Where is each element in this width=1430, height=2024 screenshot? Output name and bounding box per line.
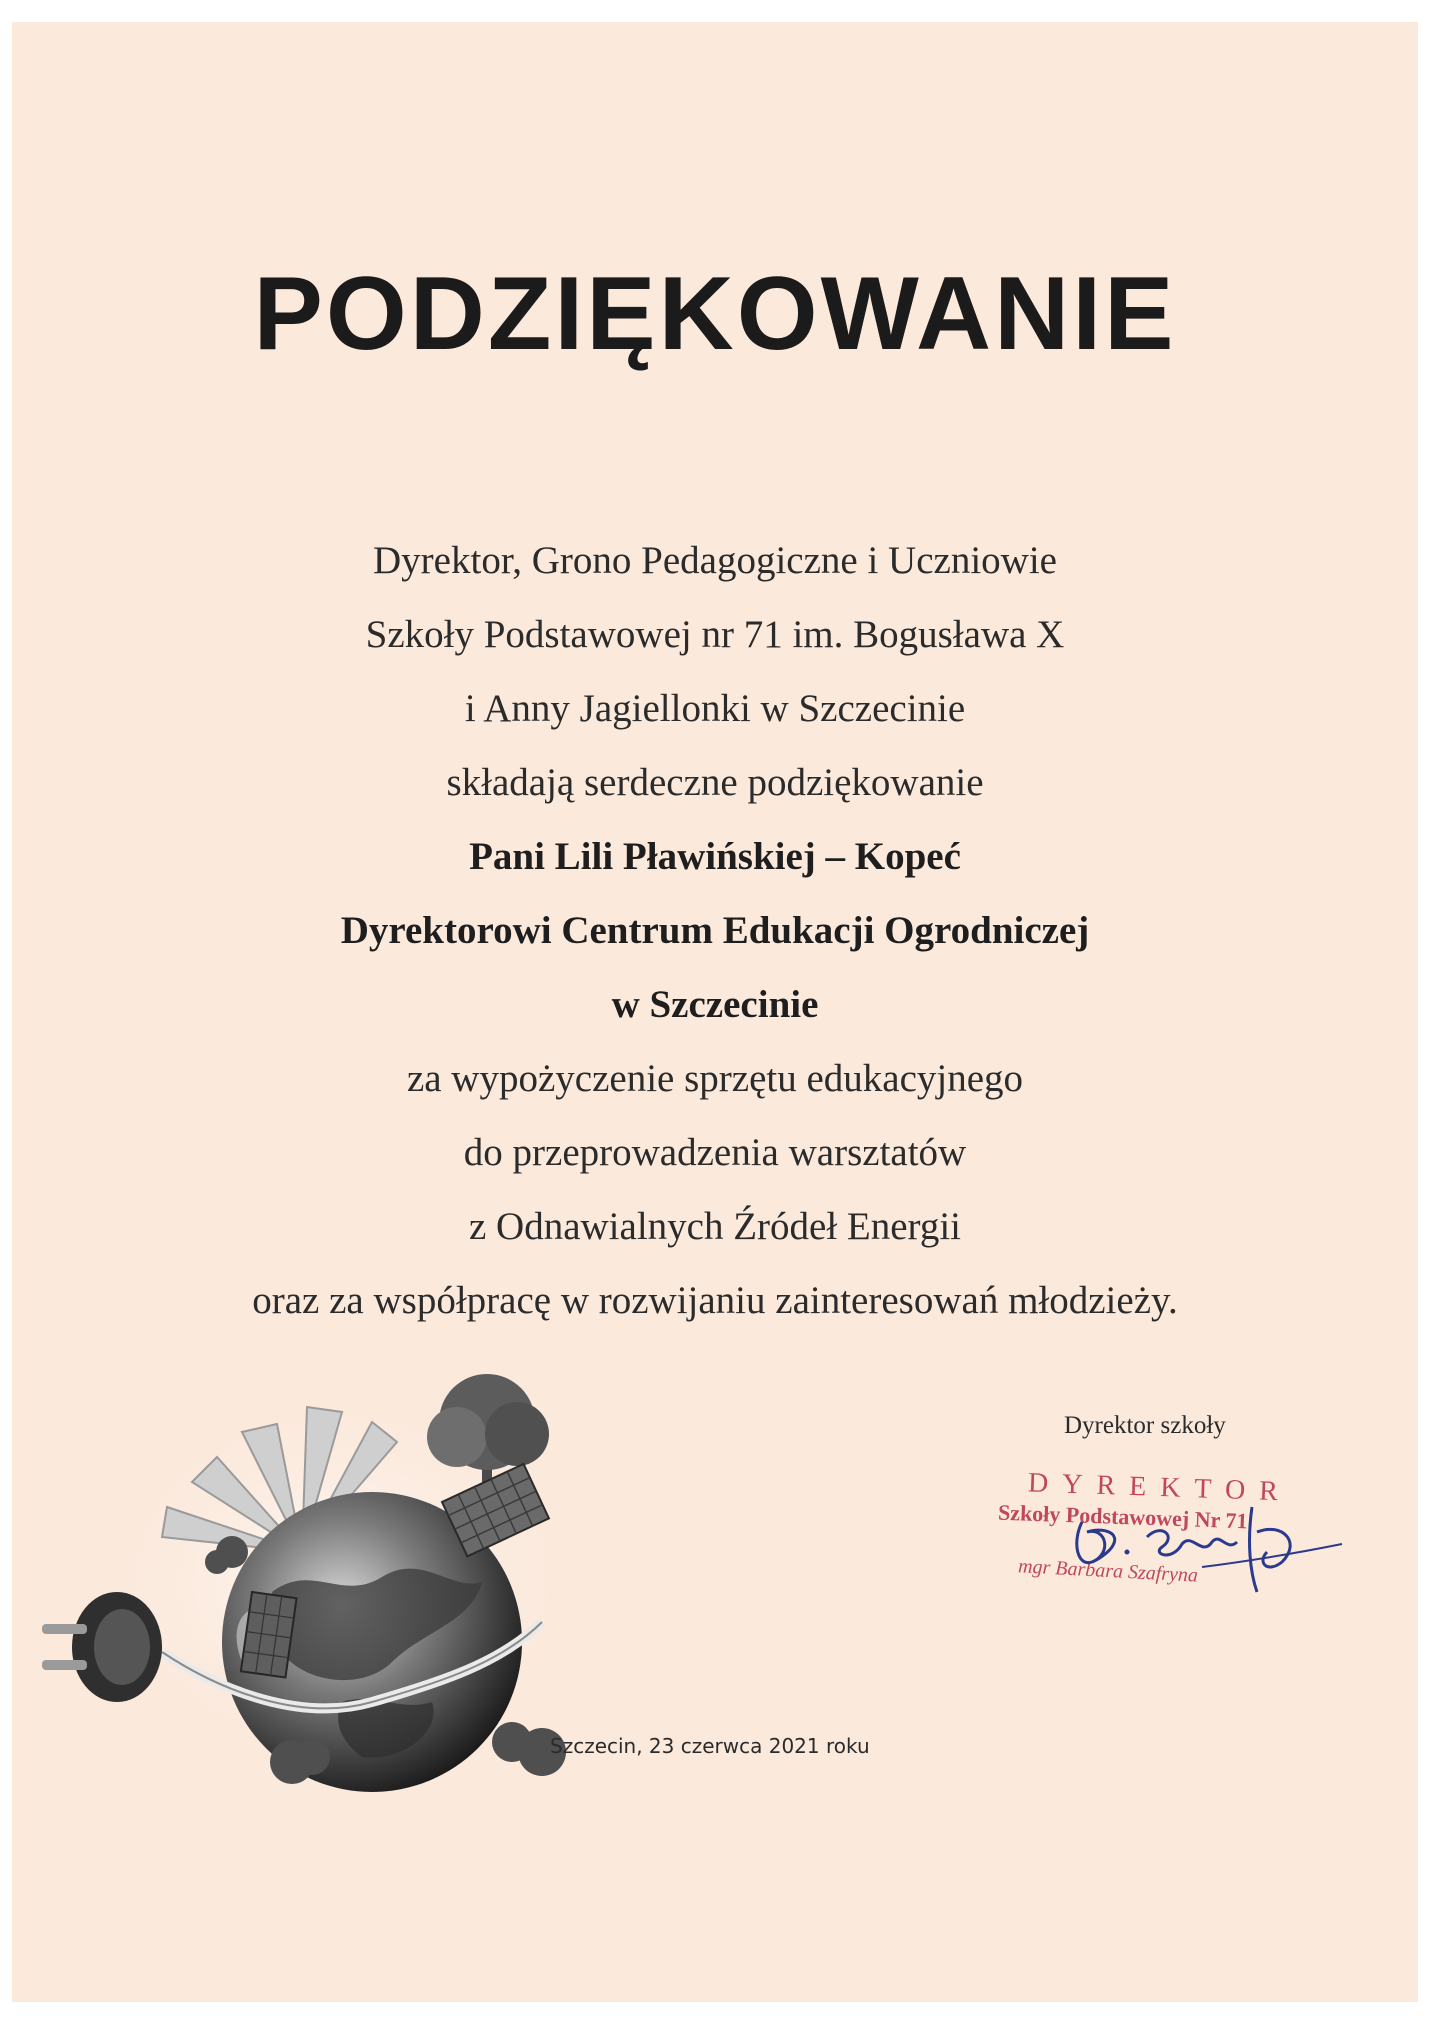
text-line-2: Szkoły Podstawowej nr 71 im. Bogusława X (365, 613, 1065, 656)
thank-you-text (12, 524, 1418, 1338)
earth-energy-illustration (42, 1362, 602, 1802)
text-line-10: z Odnawialnych Źródeł Energii (468, 1205, 962, 1248)
recipient-city: w Szczecinie (611, 983, 819, 1026)
page-title: PODZIĘKOWANIE (253, 256, 1177, 372)
place-and-date: Szczecin, 23 czerwca 2021 roku (550, 1734, 870, 1758)
recipient-title: Dyrektorowi Centrum Edukacji Ogrodniczej (340, 909, 1090, 952)
stamp-line-3: mgr Barbara Szafryna (1017, 1555, 1199, 1587)
certificate-page (12, 22, 1418, 2002)
text-line-11: oraz za współpracę w rozwijaniu zainteresowań młodzieży. (252, 1279, 1178, 1322)
stamp-line-2: Szkoły Podstawowej Nr 71 (997, 1499, 1248, 1534)
text-line-1: Dyrektor, Grono Pedagogiczne i Uczniowie (373, 539, 1057, 582)
text-line-8: za wypożyczenie sprzętu edukacyjnego (406, 1057, 1024, 1100)
director-label: Dyrektor szkoły (1064, 1412, 1226, 1439)
recipient-name: Pani Lili Pławińskiej – Kopeć (469, 835, 961, 878)
text-line-9: do przeprowadzenia warsztatów (463, 1131, 967, 1174)
side-solar-panel-icon (241, 1592, 297, 1677)
text-line-3: i Anny Jagiellonki w Szczecinie (464, 687, 966, 730)
stamp-line-1: DYREKTOR (1027, 1467, 1293, 1508)
handwritten-signature (1052, 1482, 1352, 1602)
text-line-4: składają serdeczne podziękowanie (446, 761, 984, 804)
